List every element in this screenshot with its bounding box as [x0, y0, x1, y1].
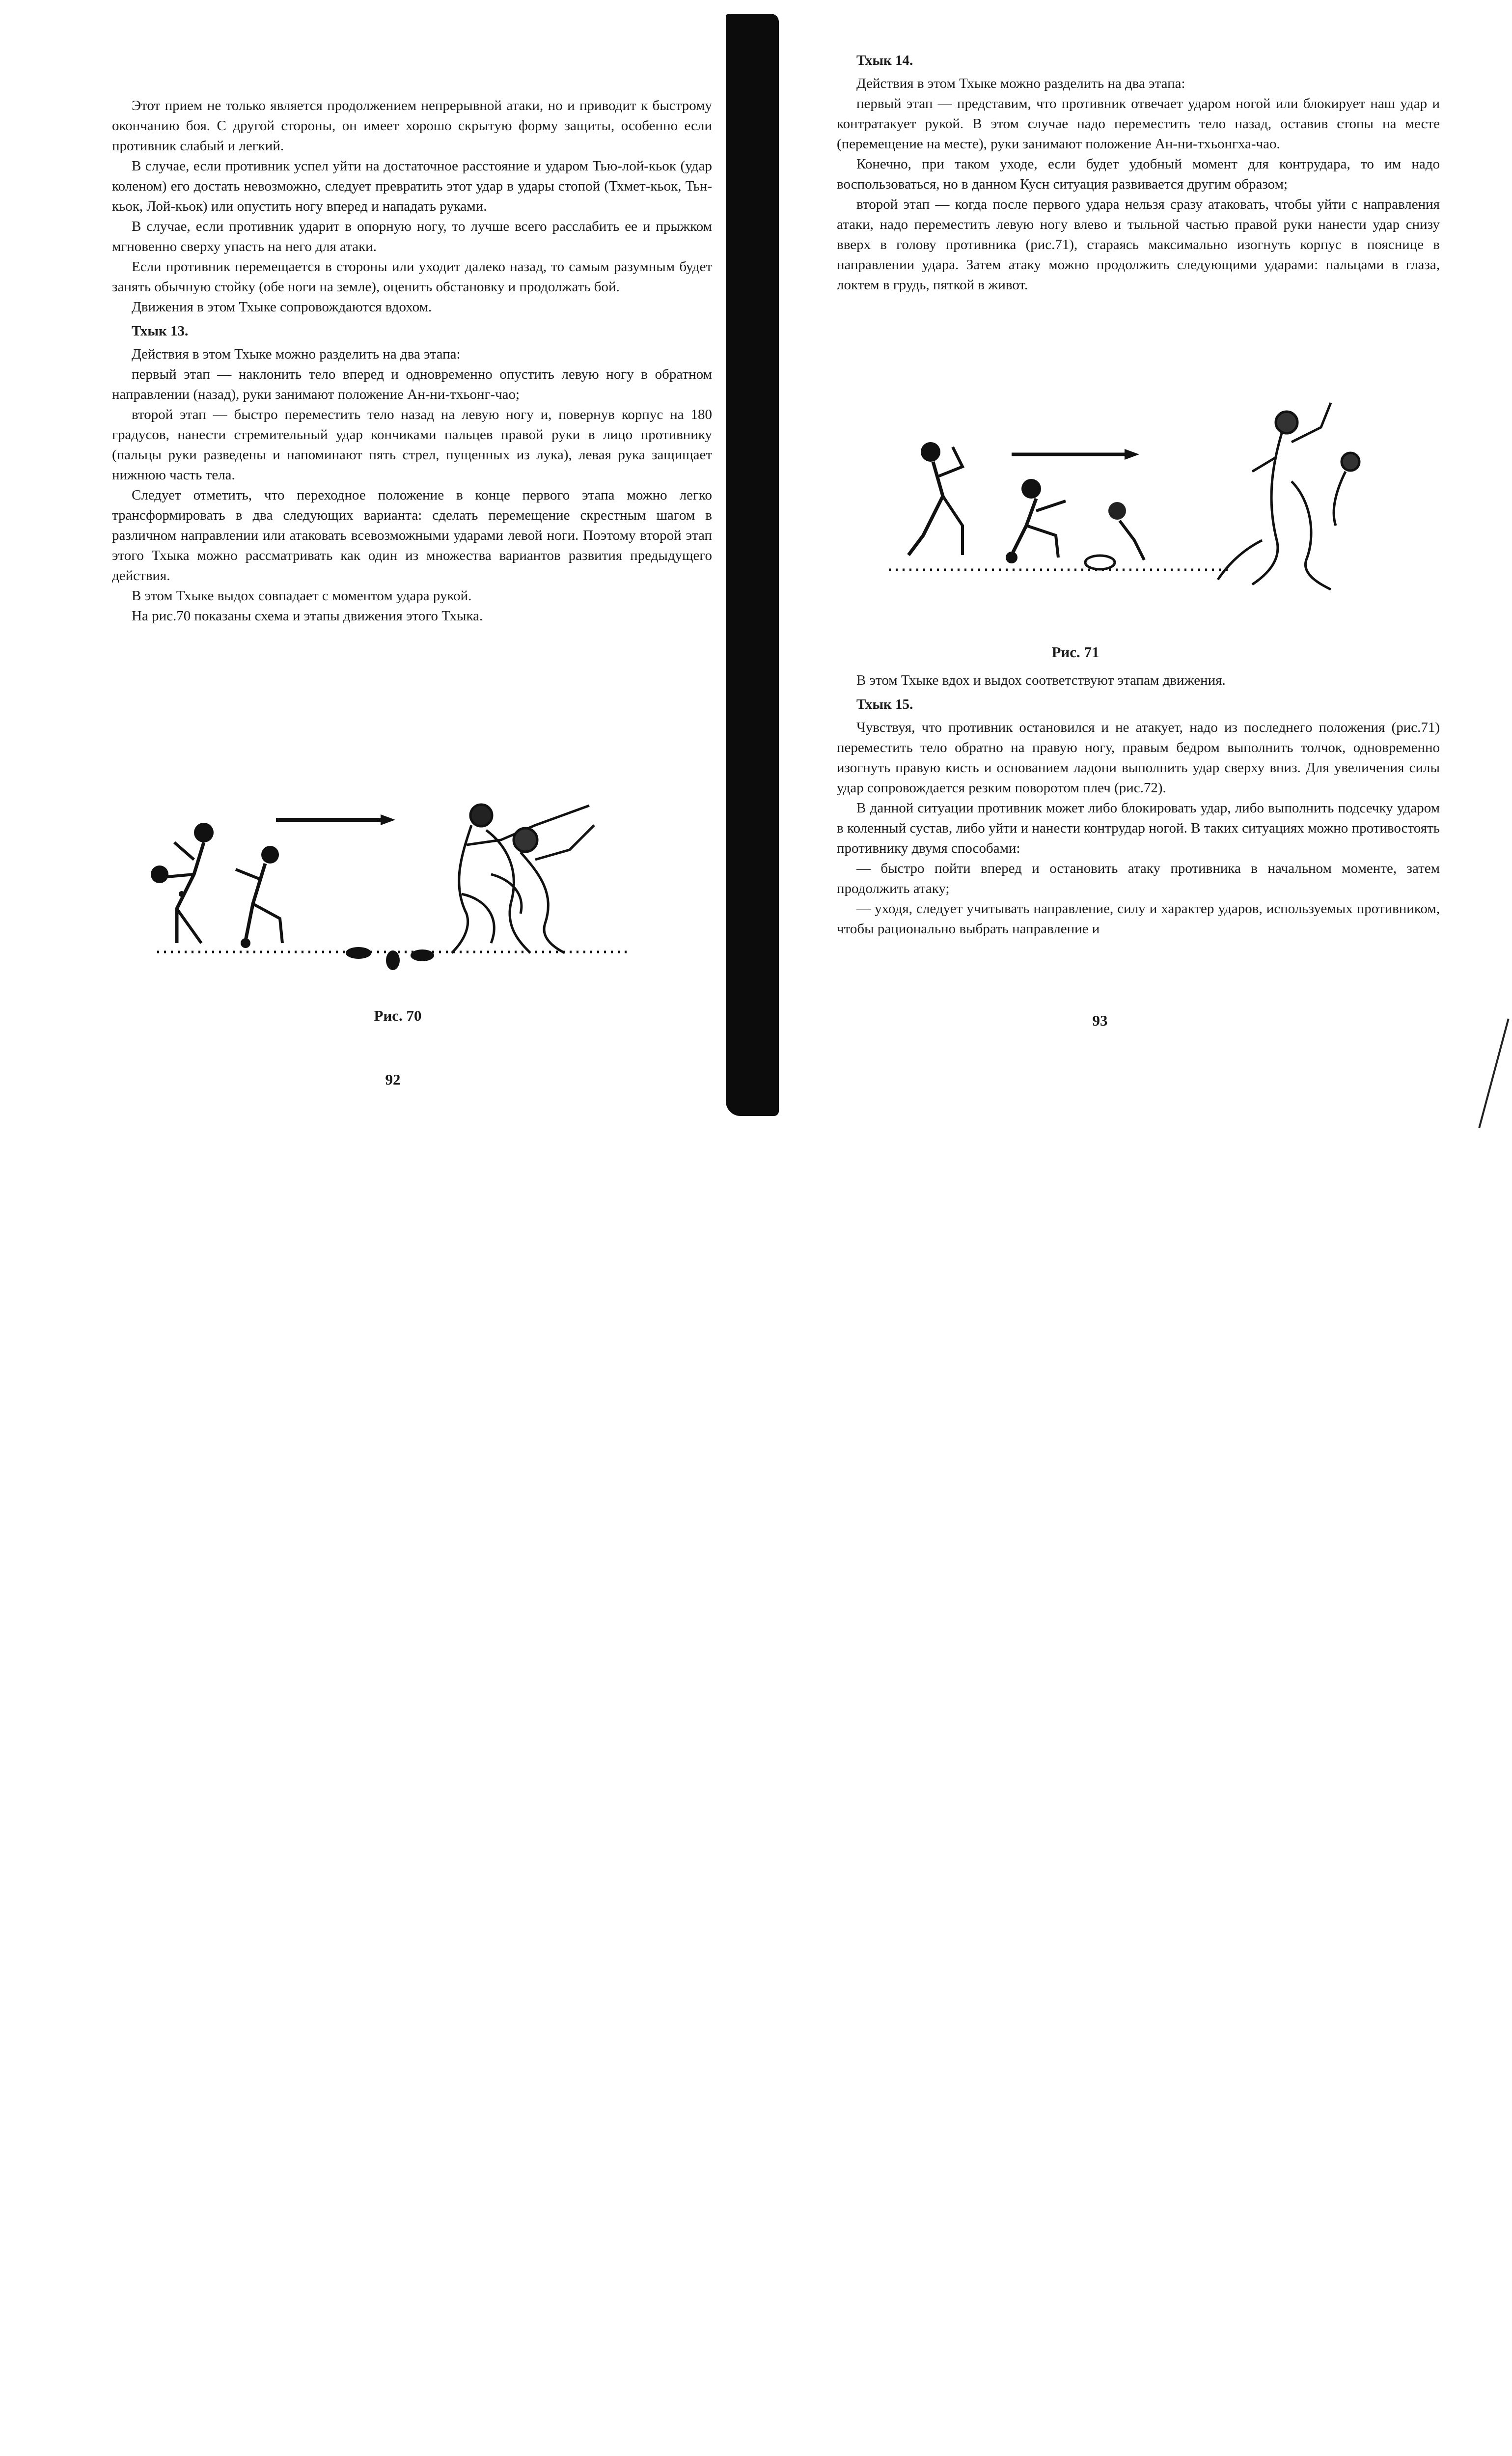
section-heading-13: Тхык 13.	[132, 323, 189, 339]
figure-71-caption: Рис. 71	[1051, 643, 1100, 661]
paragraph: Чувствуя, что противник остановился и не атакует, надо из последнего положения (рис.71) переместить тело обратно на правую ногу, правым бедром выполнить толчок, одновременно изогнуть правую кисть и основанием ладони выполнить удар сверху вниз. Для увеличения силы удар сопровождается резким поворотом плеч (рис.72).	[837, 720, 1440, 796]
section-heading-14: Тхык 14.	[856, 53, 913, 68]
paragraph: первый этап — наклонить тело вперед и одновременно опустить левую ногу в обратном направлении (назад), руки занимают положение Ан-ни-тхьонг-чао;	[112, 366, 712, 402]
paragraph: В этом Тхыке выдох совпадает с моментом удара рукой.	[132, 588, 472, 604]
paragraph: — уходя, следует учитывать направление, силу и характер ударов, используемых противником, чтобы рационально выбрать направление и	[837, 901, 1440, 937]
book-spread	[0, 0, 1512, 1120]
figure-70	[147, 796, 638, 992]
figure-70-illustration	[147, 796, 638, 992]
figure-71-illustration	[889, 393, 1380, 609]
book-gutter-shadow	[726, 14, 779, 1116]
page-number-right: 93	[1092, 1012, 1108, 1029]
paragraph: Если противник перемещается в стороны или уходит далеко назад, то самым разумным будет занять обычную стойку (обе ноги на земле), оценить обстановку и продолжать бой.	[112, 259, 712, 295]
paragraph: На рис.70 показаны схема и этапы движения этого Тхыка.	[132, 608, 483, 624]
left-text-column	[112, 96, 712, 626]
scan-edge-line	[1478, 1018, 1509, 1128]
paragraph: Конечно, при таком уходе, если будет удобный момент для контрудара, то им надо воспользоваться, но в данном Кусн ситуация развивается другим образом;	[837, 156, 1440, 192]
paragraph: В случае, если противник ударит в опорную ногу, то лучше всего расслабить ее и прыжком мгновенно сверху упасть на него для атаки.	[112, 219, 712, 254]
paragraph: Следует отметить, что переходное положение в конце первого этапа можно легко трансформировать в два следующих варианта: сделать перемещение скрестным шагом в различном направлении или атаковать всевозможными ударами левой ноги. Поэтому второй этап этого Тхыка можно рассматривать как один из множества вариантов развития предыдущего действия.	[112, 487, 712, 584]
page-number-left: 92	[385, 1071, 401, 1088]
paragraph: Действия в этом Тхыке можно разделить на два этапа:	[132, 346, 461, 362]
right-text-column-top	[837, 51, 1440, 295]
section-heading-15: Тхык 15.	[856, 697, 913, 712]
paragraph: В этом Тхыке вдох и выдох соответствуют этапам движения.	[856, 672, 1226, 688]
paragraph: В данной ситуации противник может либо блокировать удар, либо выполнить подсечку ударом в коленный сустав, либо уйти и нанести контрудар ногой. В таких ситуациях можно противостоять противнику двумя способами:	[837, 800, 1440, 856]
figure-71	[889, 393, 1380, 609]
paragraph: первый этап — представим, что противник отвечает ударом ногой или блокирует наш удар и контратакует рукой. В этом случае надо переместить тело назад, оставив стопы на месте (перемещение на месте), руки занимают положение Ан-ни-тхьонгха-чао.	[837, 96, 1440, 152]
paragraph: Действия в этом Тхыке можно разделить на два этапа:	[856, 76, 1185, 91]
figure-70-caption: Рис. 70	[374, 1007, 422, 1024]
paragraph: — быстро пойти вперед и остановить атаку противника в начальном моменте, затем продолжить атаку;	[837, 861, 1440, 896]
paragraph: второй этап — быстро переместить тело назад на левую ногу и, повернув корпус на 180 градусов, нанести стремительный удар кончиками пальцев правой руки в лицо противнику (пальцы руки разведены и напоминают пять стрел, пущенных из лука), левая рука защищает нижнюю часть тела.	[112, 407, 712, 483]
paragraph: Движения в этом Тхыке сопровождаются вдохом.	[132, 299, 432, 315]
paragraph: В случае, если противник успел уйти на достаточное расстояние и ударом Тью-лой-кьок (удар коленом) его достать невозможно, следует превратить этот удар в удары стопой (Тхмет-кьок, Тьн-кьок, Лой-кьок) или опустить ногу вперед и нападать руками.	[112, 158, 712, 214]
paragraph: Этот прием не только является продолжением непрерывной атаки, но и приводит к быстрому окончанию боя. С другой стороны, он имеет хорошо скрытую форму защиты, особенно если противник слабый и легкий.	[112, 98, 712, 154]
paragraph: второй этап — когда после первого удара нельзя сразу атаковать, чтобы уйти с направления атаки, надо переместить левую ногу влево и тыльной частью правой руки нанести удар снизу вверх в голову противника (рис.71), стараясь максимально изогнуть корпус в пояснице в направлении удара. Затем атаку можно продолжить следующими ударами: пальцами в глаза, локтем в грудь, пяткой в живот.	[837, 196, 1440, 293]
right-text-column-bottom	[837, 670, 1440, 939]
